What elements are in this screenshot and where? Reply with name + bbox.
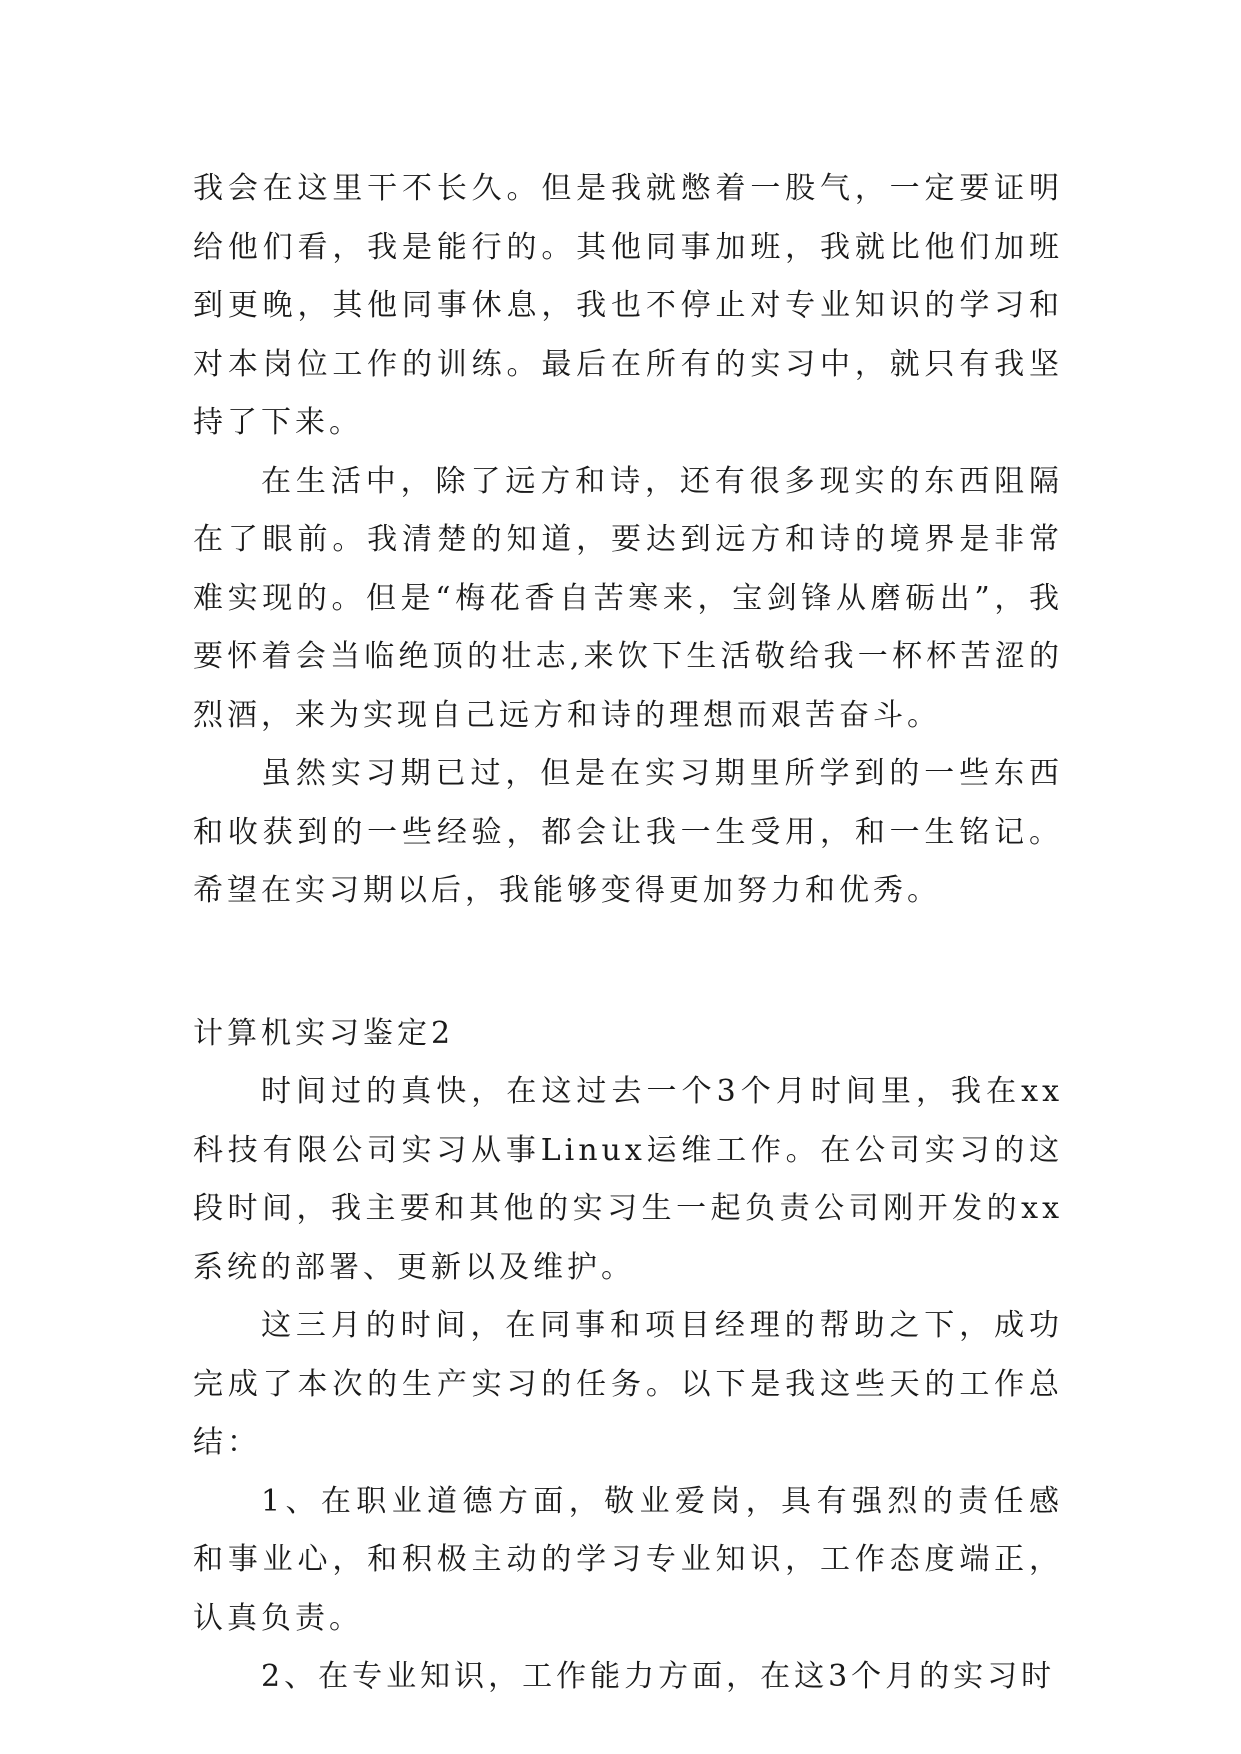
paragraph-conclusion: 虽然实习期已过，但是在实习期里所学到的一些东西和收获到的一些经验，都会让我一生受用，和一生铭记。希望在实习期以后，我能够变得更加努力和优秀。	[193, 756, 1063, 908]
document-body	[193, 160, 1063, 1707]
paragraph-intro: 时间过的真快，在这过去一个3个月时间里，我在xx科技有限公司实习从事Linux运维工作。在公司实习的这段时间，我主要和其他的实习生一起负责公司刚开发的xx系统的部署、更新以及维护。	[193, 1074, 1063, 1285]
paragraph-item-2: 2、在专业知识，工作能力方面，在这3个月的实习时	[261, 1659, 1056, 1694]
paragraph-continued: 我会在这里干不长久。但是我就憋着一股气，一定要证明给他们看，我是能行的。其他同事加班，我就比他们加班到更晚，其他同事休息，我也不停止对专业知识的学习和对本岗位工作的训练。最后在所有的实习中，就只有我坚持了下来。	[193, 171, 1063, 440]
section-spacer	[193, 921, 1063, 1005]
paragraph-life: 在生活中，除了远方和诗，还有很多现实的东西阻隔在了眼前。我清楚的知道，要达到远方和诗的境界是非常难实现的。但是“梅花香自苦寒来，宝剑锋从磨砺出”，我要怀着会当临绝顶的壮志,来饮下生活敬给我一杯杯苦涩的烈酒，来为实现自己远方和诗的理想而艰苦奋斗。	[193, 463, 1063, 733]
paragraph-item-1: 1、在职业道德方面，敬业爱岗，具有强烈的责任感和事业心，和积极主动的学习专业知识，工作态度端正，认真负责。	[193, 1483, 1063, 1636]
paragraph-summary-lead: 这三月的时间，在同事和项目经理的帮助之下，成功完成了本次的生产实习的任务。以下是我这些天的工作总结：	[193, 1308, 1063, 1460]
section-title: 计算机实习鉴定2	[193, 1015, 455, 1051]
